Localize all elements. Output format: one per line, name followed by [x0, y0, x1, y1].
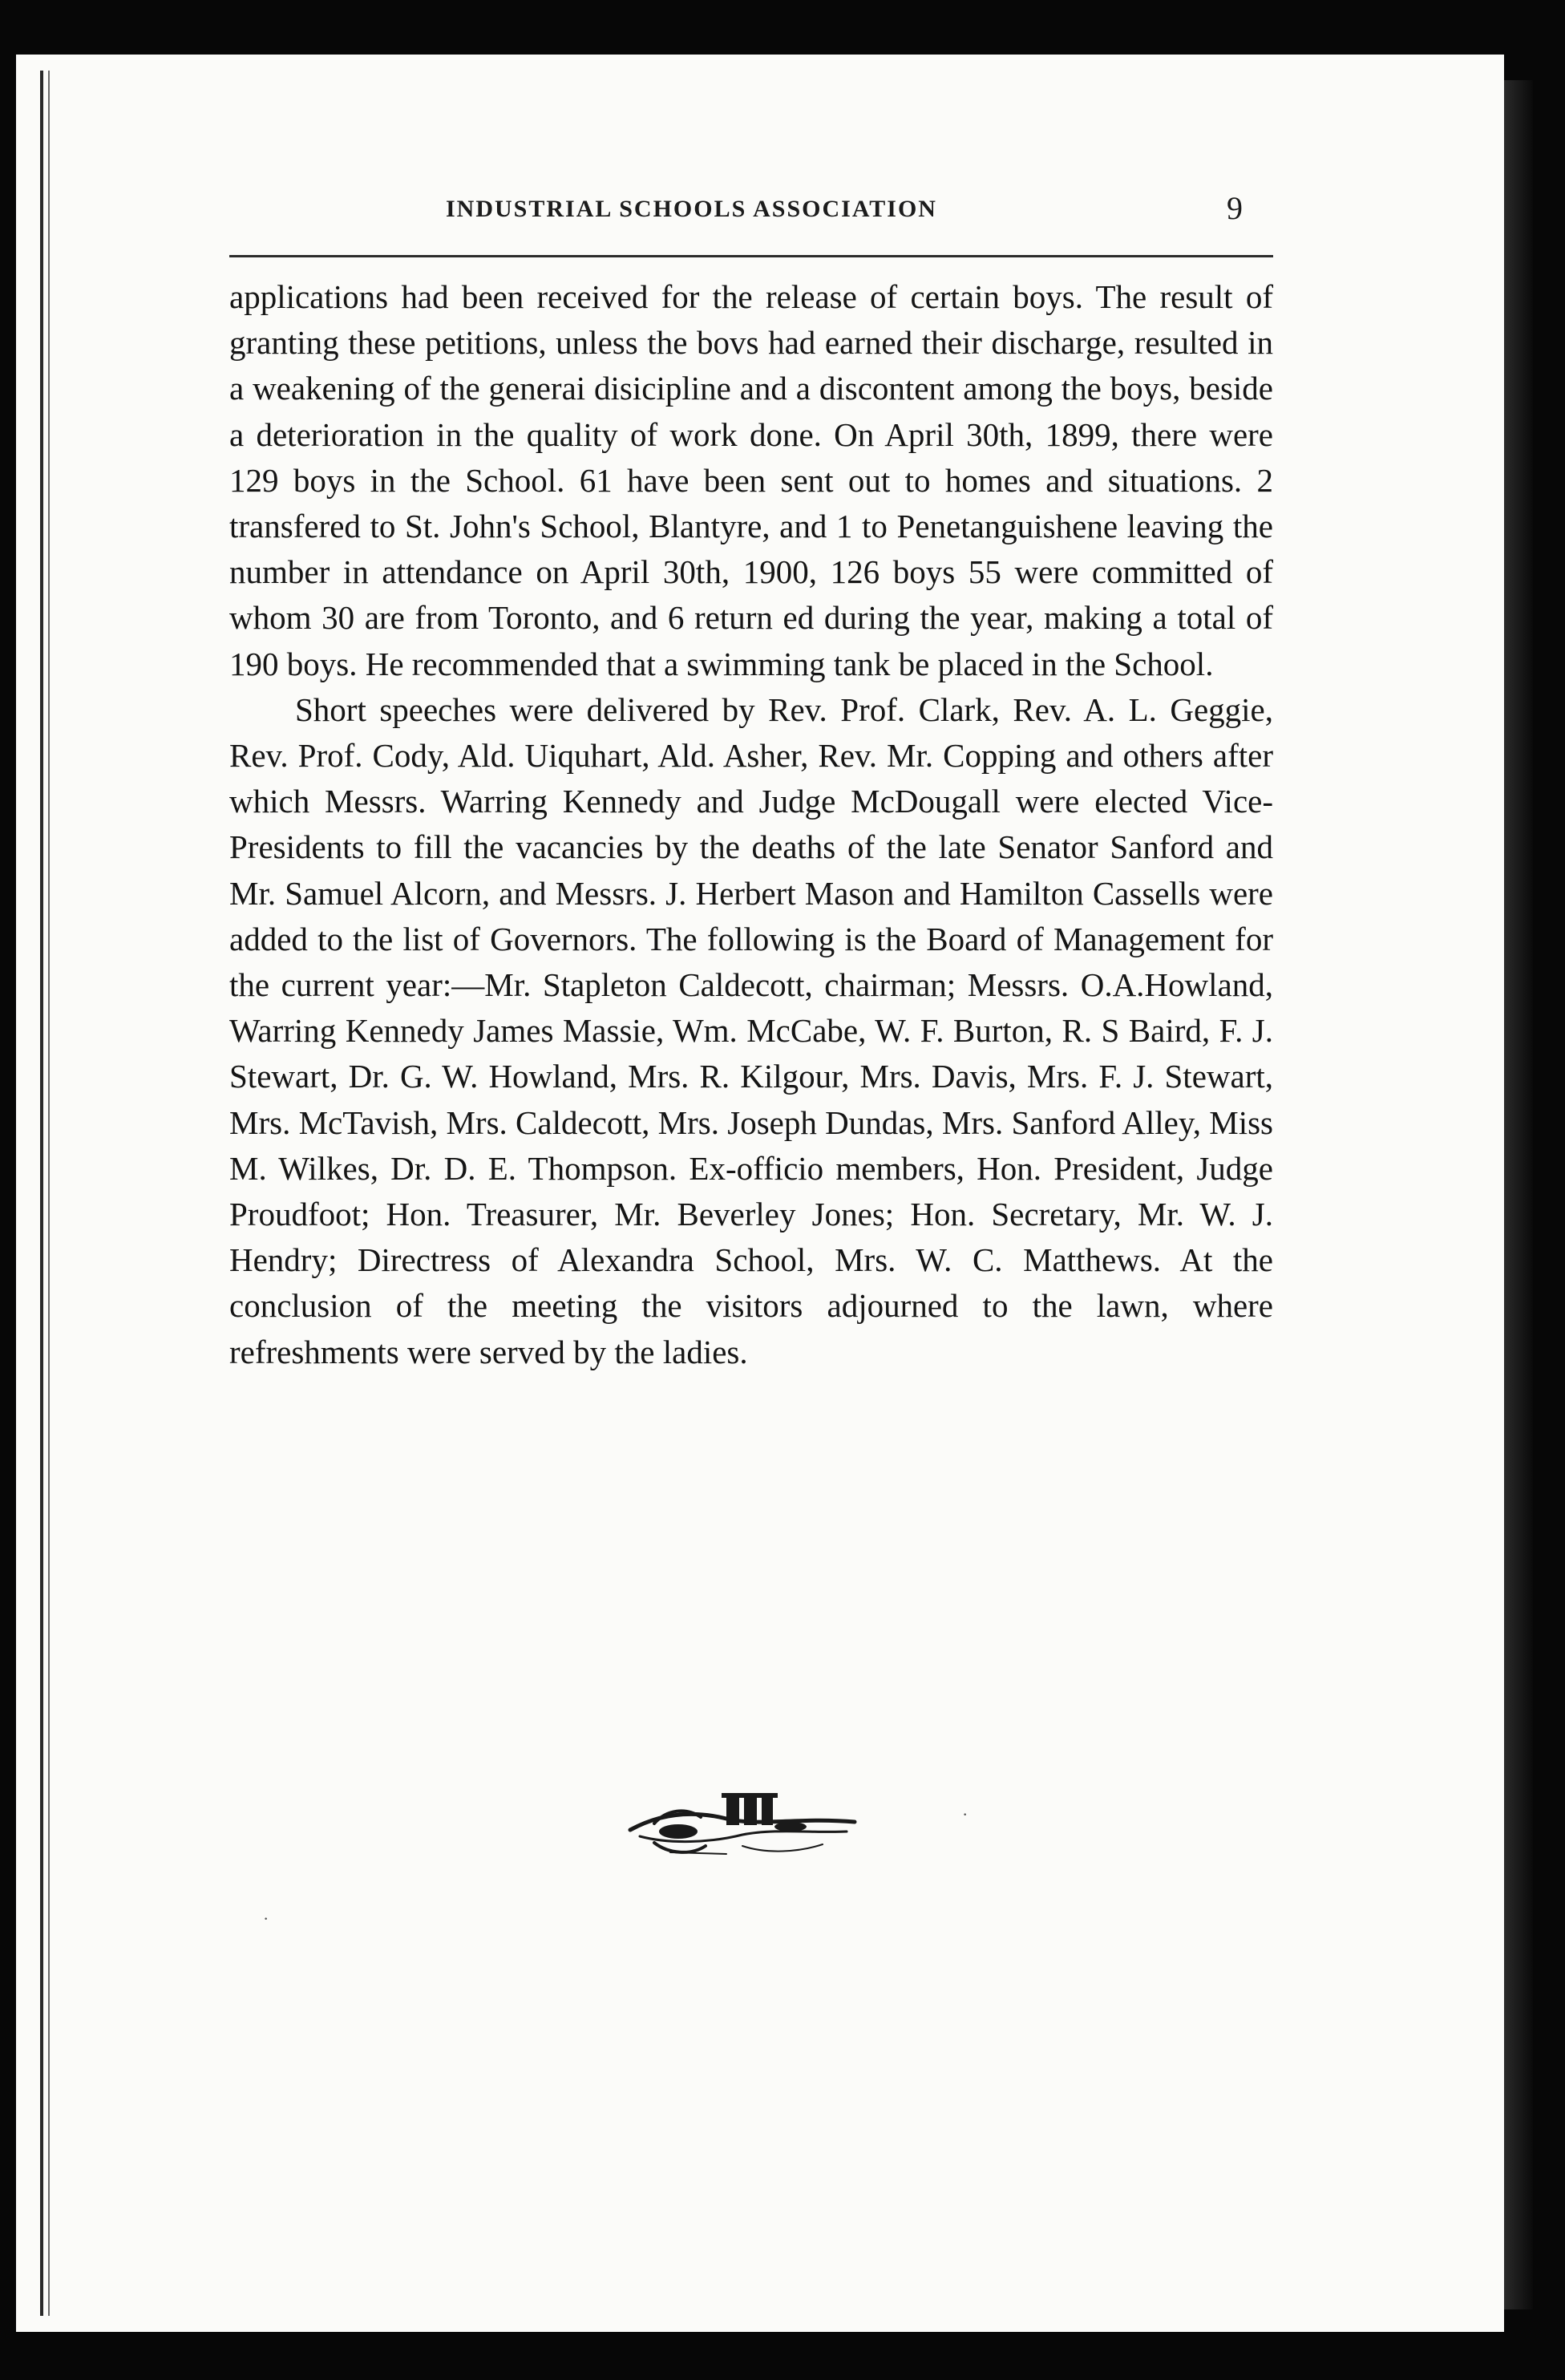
- header-rule: [229, 255, 1273, 257]
- page-edge-shadow: [1504, 80, 1533, 2309]
- binding-edge: [40, 71, 43, 2316]
- paragraph-1: applications had been received for the release of certain boys. The result of granting these petitions, unless the bovs had earned their discharge, resulted in a weakening of the generai disicipline and a discontent among the boys, beside a deterioration in the quality of work done. On April 30th, 1899, there were 129 boys in the School. 61 have been sent out to homes and situations. 2 transfered to St. John's School, Blantyre, and 1 to Penetanguishene leaving the number in attendance on April 30th, 1900, 126 boys 55 were committed of whom 30 are from Toronto, and 6 return ed during the year, making a total of 190 boys. He recommended that a swimming tank be placed in the School.: [229, 278, 1273, 682]
- print-speck: ·: [263, 1908, 269, 1929]
- page-header: [446, 189, 1251, 237]
- body-text: [229, 274, 1273, 1375]
- decorative-tailpiece-icon: [622, 1780, 863, 1868]
- running-title: INDUSTRIAL SCHOOLS ASSOCIATION: [446, 196, 937, 222]
- binding-edge-inner: [48, 71, 50, 2316]
- page-number: 9: [1227, 190, 1243, 226]
- paragraph-2: Short speeches were delivered by Rev. Prof. Clark, Rev. A. L. Geggie, Rev. Prof. Cody, Ald. Uiquhart, Ald. Asher, Rev. Mr. Copping and others after which Messrs. Warring Kennedy and Judge McDougall were elected Vice-Presidents to fill the vacancies by the deaths of the late Senator Sanford and Mr. Samuel Alcorn, and Messrs. J. Herbert Mason and Hamilton Cassells were added to the list of Governors. The following is the Board of Management for the current year:—Mr. Stapleton Caldecott, chairman; Messrs. O.A.Howland, Warring Kennedy James Massie, Wm. McCabe, W. F. Burton, R. S Baird, F. J. Stewart, Dr. G. W. Howland, Mrs. R. Kilgour, Mrs. Davis, Mrs. F. J. Stewart, Mrs. McTavish, Mrs. Caldecott, Mrs. Joseph Dundas, Mrs. Sanford Alley, Miss M. Wilkes, Dr. D. E. Thompson. Ex-officio members, Hon. President, Judge Proudfoot; Hon. Treasurer, Mr. Beverley Jones; Hon. Secretary, Mr. W. J. Hendry; Directress of Alexandra School, Mrs. W. C. Matthews. At the conclusion of the meeting the visitors adjourned to the lawn, where refreshments were served by the ladies.: [229, 690, 1273, 1370]
- print-speck: ·: [962, 1804, 969, 1824]
